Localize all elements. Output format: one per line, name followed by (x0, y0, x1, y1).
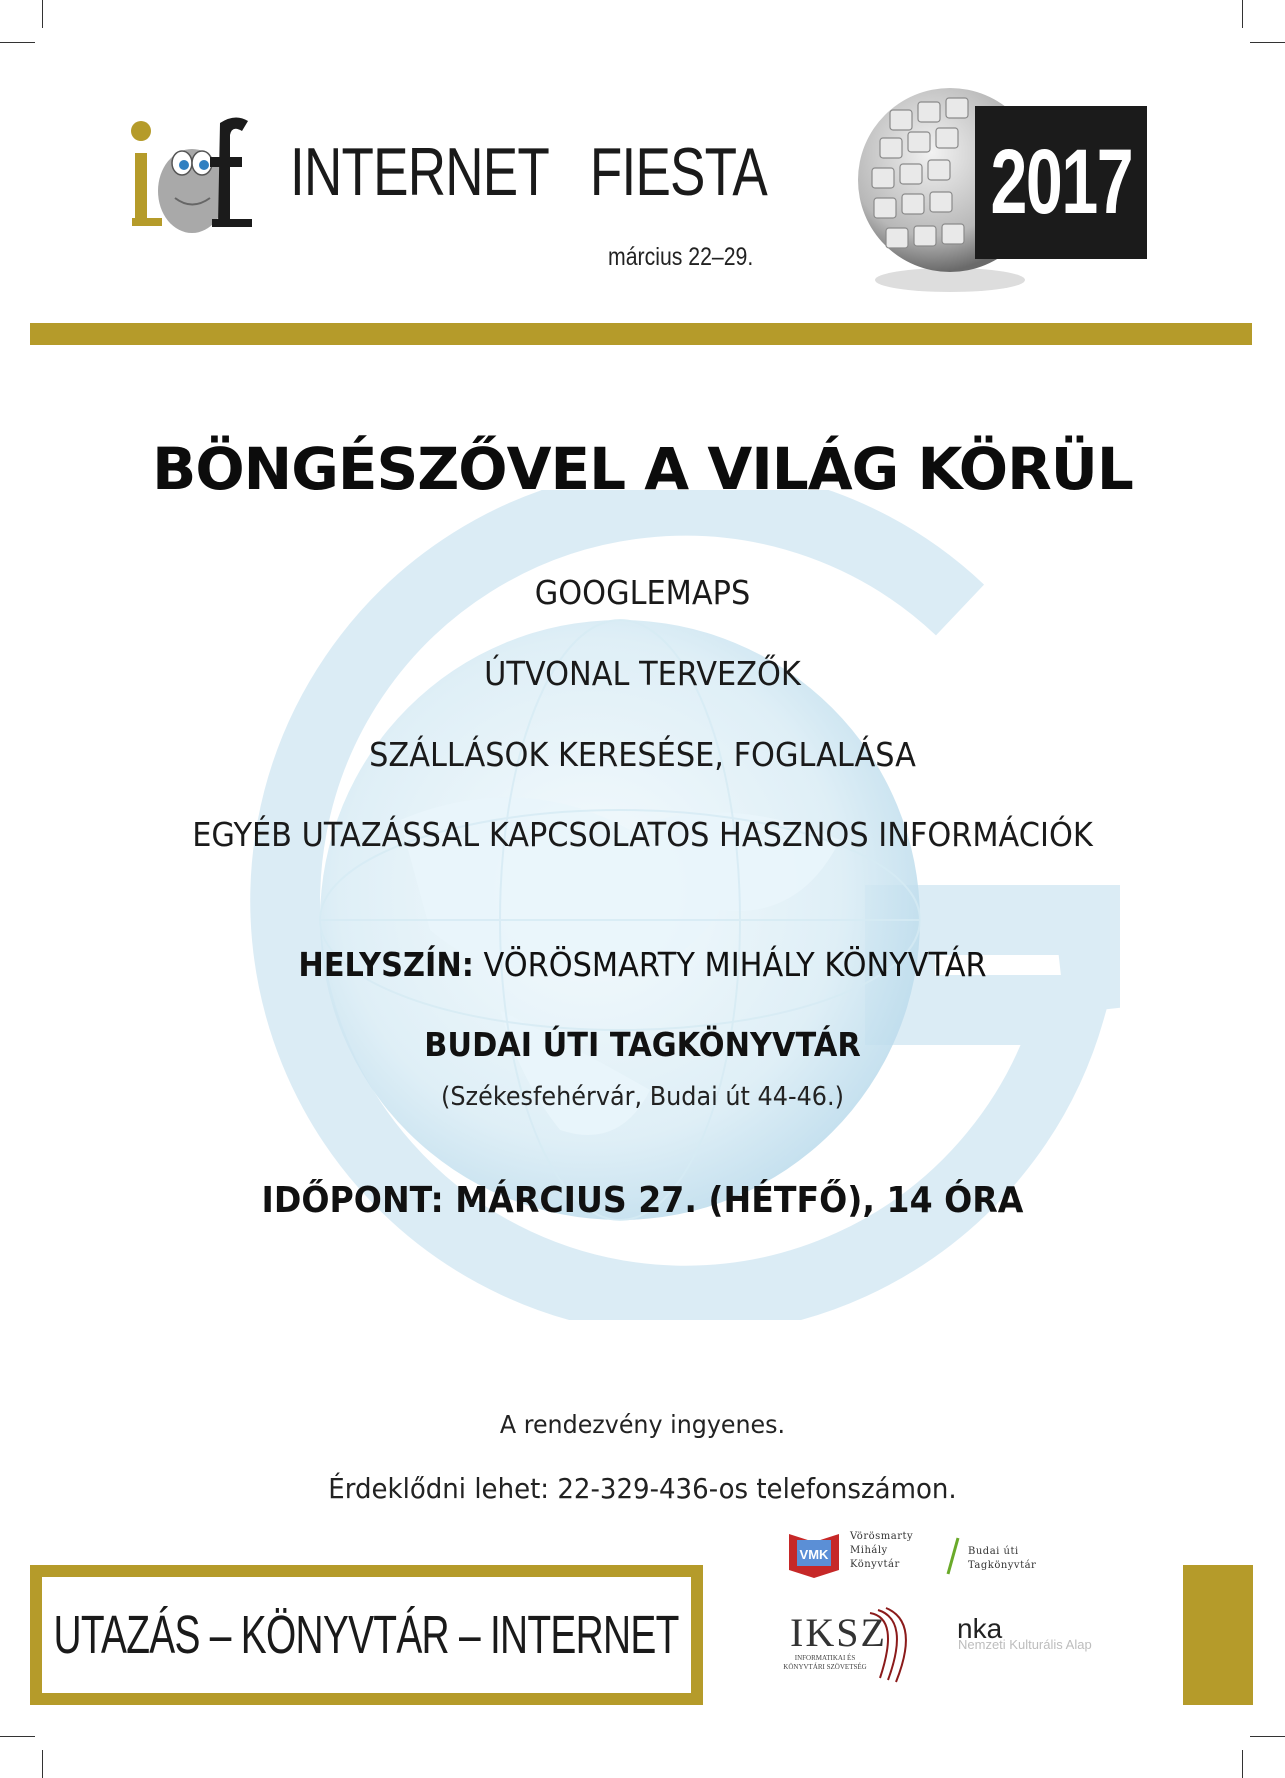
internet-fiesta-logo (130, 113, 275, 243)
vmk-line: Mihály (850, 1545, 888, 1556)
vmk-line: Könyvtár (850, 1559, 900, 1570)
topic-item: SZÁLLÁSOK KERESÉSE, FOGLALÁSA (369, 735, 916, 774)
crop-mark (1250, 42, 1285, 43)
topic-item: GOOGLEMAPS (534, 573, 751, 612)
ikszt-logo-text: IKSZ (790, 1610, 887, 1655)
vmk-logo-text: VMK (799, 1547, 829, 1562)
nka-logo-text: nka (957, 1613, 1003, 1644)
branch-line: Tagkönyvtár (968, 1560, 1037, 1571)
venue-branch: BUDAI ÚTI TAGKÖNYVTÁR (424, 1025, 861, 1064)
crop-mark (0, 42, 35, 43)
crop-mark (0, 1736, 35, 1737)
venue-name: VÖRÖSMARTY MIHÁLY KÖNYVTÁR (483, 945, 987, 984)
crop-mark (1242, 0, 1243, 28)
vmk-name (850, 1530, 913, 1572)
year-badge (975, 106, 1147, 259)
crop-mark (1250, 1736, 1285, 1737)
footer-slogan: UTAZÁS – KÖNYVTÁR – INTERNET (53, 1605, 680, 1665)
free-admission-note: A rendezvény ingyenes. (499, 1410, 786, 1439)
nka-subtitle: Nemzeti Kulturális Alap (958, 1637, 1092, 1652)
footer-gold-block (1183, 1565, 1253, 1705)
venue-line (51, 945, 1233, 984)
ikszt-sub-line: INFORMATIKAI ÉS (794, 1654, 856, 1662)
top-gold-divider (30, 323, 1252, 345)
crop-mark (42, 1750, 43, 1778)
vmk-logo-icon (785, 1530, 843, 1580)
ikszt-sub-line: KÖNYVTÁRI SZÖVETSÉG (783, 1663, 867, 1671)
contact-note: Érdeklődni lehet: 22-329-436-os telefonszámon. (328, 1472, 957, 1505)
year-text: 2017 (990, 131, 1132, 233)
venue-label: HELYSZÍN: (298, 945, 474, 984)
crop-mark (42, 0, 43, 28)
slash-icon (945, 1536, 961, 1576)
event-datetime: IDŐPONT: MÁRCIUS 27. (HÉTFŐ), 14 ÓRA (261, 1180, 1024, 1221)
header-dates: március 22–29. (608, 243, 754, 271)
event-title: BÖNGÉSZŐVEL A VILÁG KÖRÜL (152, 435, 1133, 503)
venue-address: (Székesfehérvár, Budai út 44-46.) (441, 1082, 844, 1112)
footer-banner-inner (42, 1577, 691, 1693)
header-title: INTERNET FIESTA (290, 134, 767, 210)
footer-banner (30, 1565, 703, 1705)
crop-mark (1242, 1750, 1243, 1778)
vmk-line: Vörösmarty (850, 1531, 914, 1542)
ikszt-logo (760, 1598, 940, 1688)
topic-item: EGYÉB UTAZÁSSAL KAPCSOLATOS HASZNOS INFORMÁCIÓK (192, 815, 1093, 854)
branch-line: Budai úti (968, 1546, 1019, 1557)
branch-name (968, 1545, 1036, 1573)
topic-item: ÚTVONAL TERVEZŐK (484, 654, 801, 693)
